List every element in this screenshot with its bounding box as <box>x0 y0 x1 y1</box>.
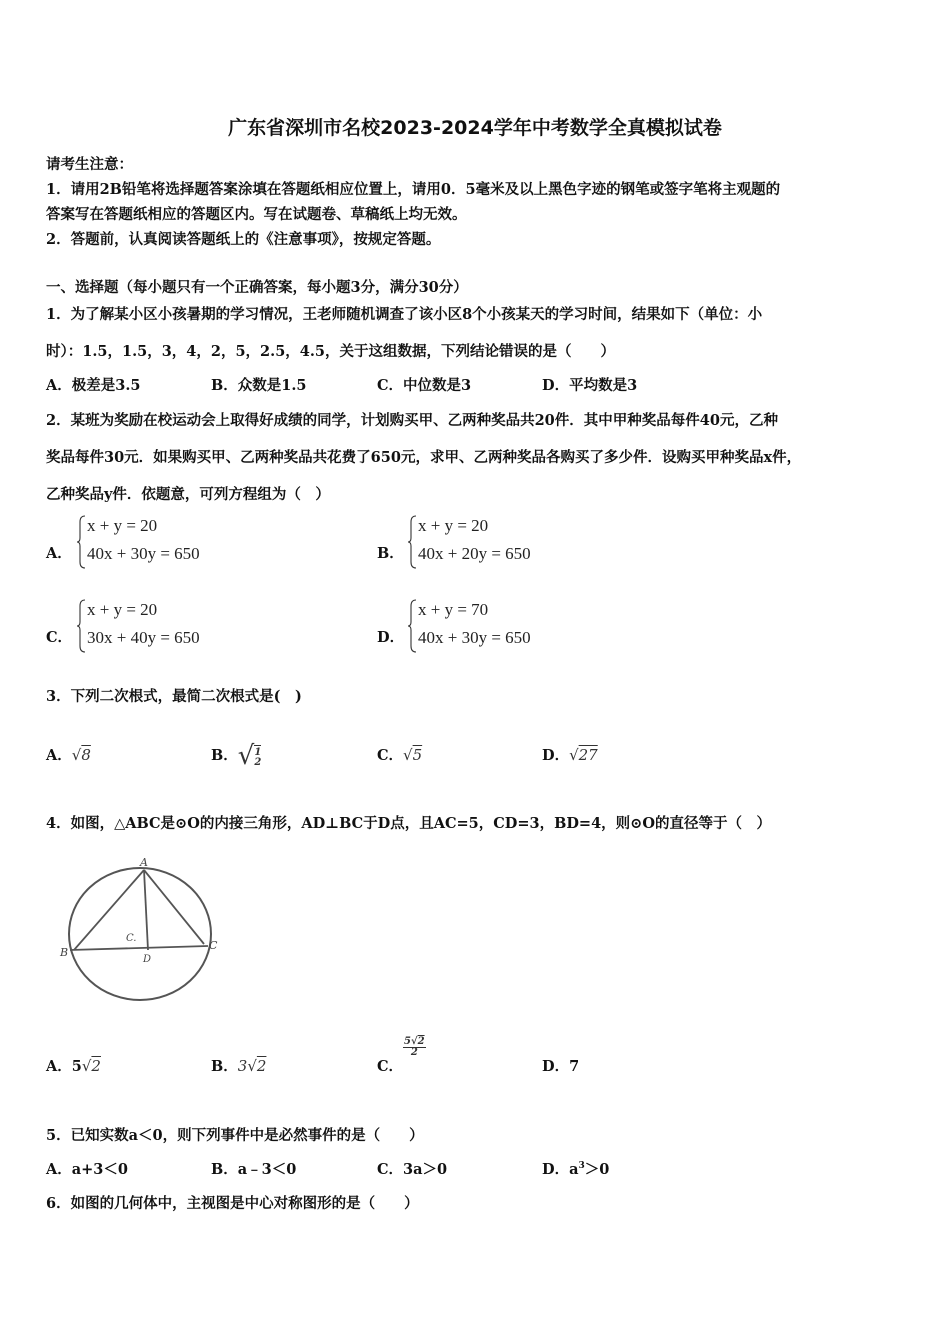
q2-option-a-system <box>76 514 246 570</box>
q4-option-c-denominator: 2 <box>410 1047 418 1058</box>
q3-option-a <box>46 744 91 765</box>
q1-stem-line-1: 1．为了解某小区小孩暑期的学习情况，王老师随机调查了该小区8个小孩某天的学习时间，结果如下（单位：小 <box>46 306 763 323</box>
q2-option-b-system <box>407 514 577 570</box>
figure-label-a: A <box>140 856 148 869</box>
q4-option-c-num-coef: 5 <box>404 1036 412 1047</box>
radical-icon: √ <box>569 746 579 764</box>
q4-option-b-label: B． <box>211 1058 238 1075</box>
q2-option-a-eq-2: 40x + 30y = 650 <box>87 544 200 563</box>
q1-option-c: C．中位数是3 <box>377 377 472 394</box>
q4-option-a-coef: 5 <box>71 1058 82 1075</box>
q3-option-b-numerator: 1 <box>254 746 262 758</box>
q2-option-d-label: D． <box>377 629 405 646</box>
brace-icon <box>407 514 417 570</box>
q3-option-c <box>377 744 422 765</box>
q3-option-c-radicand: 5 <box>412 746 423 764</box>
q5-option-d-exponent: 3 <box>578 1161 585 1172</box>
segment-ac <box>144 870 204 944</box>
q5-option-c: C．3a＞0 <box>377 1161 448 1178</box>
radical-icon: √ <box>237 741 255 771</box>
brace-icon <box>76 598 86 654</box>
segment-ad <box>144 870 148 950</box>
q1-option-b: B．众数是1.5 <box>211 377 307 394</box>
q3-stem: 3．下列二次根式，最简二次根式是( ) <box>46 688 302 705</box>
q3-option-d-label: D． <box>542 747 570 764</box>
q3-option-b-denominator: 2 <box>254 756 262 768</box>
q2-option-d-eq-1: x + y = 70 <box>418 600 489 619</box>
radical-icon: √ <box>71 746 82 764</box>
q5-stem: 5．已知实数a＜0，则下列事件中是必然事件的是（ ） <box>46 1127 424 1144</box>
q4-option-c-fraction <box>403 1037 426 1058</box>
q4-option-b-radicand: 2 <box>256 1057 267 1075</box>
q3-option-b-label: B． <box>211 747 238 764</box>
q4-option-a-radicand: 2 <box>91 1057 101 1075</box>
q2-option-c-system <box>76 598 246 654</box>
q2-option-b-eq-1: x + y = 20 <box>418 516 489 535</box>
q4-option-a <box>46 1055 101 1076</box>
brace-icon <box>407 598 417 654</box>
notice-item-2: 2．答题前，认真阅读答题纸上的《注意事项》，按规定答题。 <box>46 231 441 248</box>
q2-option-c-eq-1: x + y = 20 <box>87 600 158 619</box>
q4-option-c <box>377 1037 426 1076</box>
q2-stem-line-2: 奖品每件30元．如果购买甲、乙两种奖品共花费了650元，求甲、乙两种奖品各购买了多少件．设购买甲种奖品x件， <box>46 449 802 466</box>
segment-bc <box>70 946 208 950</box>
brace-icon <box>76 514 86 570</box>
q1-option-a: A．极差是3.5 <box>46 377 141 394</box>
q4-option-d-value: 7 <box>569 1058 580 1075</box>
q2-option-b-label: B． <box>377 545 404 562</box>
page-title: 广东省深圳市名校2023-2024学年中考数学全真模拟试卷 <box>228 117 722 139</box>
radical-icon: √ <box>403 746 413 764</box>
q4-option-d-label: D． <box>542 1058 570 1075</box>
circle-o <box>69 868 211 1000</box>
q3-option-b-fraction <box>254 745 261 768</box>
q4-option-b <box>211 1055 266 1076</box>
notice-item-1-line-2: 答案写在答题纸相应的答题区内。写在试题卷、草稿纸上均无效。 <box>46 206 467 223</box>
q4-option-c-label: C． <box>377 1058 404 1075</box>
q3-option-a-radicand: 8 <box>81 746 91 764</box>
q5-option-d-suffix: ＞0 <box>584 1161 610 1178</box>
figure-label-c: C <box>209 939 218 952</box>
q3-option-c-label: C． <box>377 747 404 764</box>
radical-icon: √ <box>411 1036 418 1047</box>
q2-option-d-eq-2: 40x + 30y = 650 <box>418 628 531 647</box>
radical-icon: √ <box>247 1057 257 1075</box>
q4-option-d <box>542 1055 579 1076</box>
q5-option-a: A．a+3＜0 <box>46 1161 128 1178</box>
figure-label-o: C. <box>126 933 137 944</box>
radical-icon: √ <box>81 1057 92 1075</box>
figure-label-b: B <box>60 946 69 959</box>
q4-circle-figure <box>56 852 226 1007</box>
q2-option-b-eq-2: 40x + 20y = 650 <box>418 544 531 563</box>
q5-option-b: B．a﹣3＜0 <box>211 1161 297 1178</box>
notice-heading: 请考生注意： <box>46 156 133 173</box>
q1-option-d: D．平均数是3 <box>542 377 638 394</box>
q4-option-c-radicand: 2 <box>417 1036 425 1047</box>
q6-stem: 6．如图的几何体中，主视图是中心对称图形的是（ ） <box>46 1195 419 1212</box>
q2-option-a-label: A． <box>46 545 72 562</box>
q4-stem: 4．如图，△ABC是⊙O的内接三角形，AD⊥BC于D点，且AC=5，CD=3，BD=4，则⊙O的直径等于（ ） <box>46 815 771 832</box>
q2-stem-line-3: 乙种奖品y件．依题意，可列方程组为（ ） <box>46 486 330 503</box>
q4-option-a-label: A． <box>46 1058 72 1075</box>
figure-label-d: D <box>143 954 152 965</box>
q5-option-d-prefix: D．a <box>542 1161 579 1178</box>
q3-option-d-radicand: 27 <box>578 746 598 764</box>
q1-stem-line-2: 时）：1.5，1.5，3，4，2，5，2.5，4.5，关于这组数据，下列结论错误的是（ ） <box>46 343 616 360</box>
q2-option-d-system <box>407 598 577 654</box>
q2-option-c-eq-2: 30x + 40y = 650 <box>87 628 200 647</box>
q4-option-b-coef: 3 <box>237 1057 248 1075</box>
q5-option-d <box>542 1158 609 1179</box>
section-1-heading: 一、选择题（每小题只有一个正确答案，每小题3分，满分30分） <box>46 279 468 296</box>
q3-option-d <box>542 744 598 765</box>
q2-option-c-label: C． <box>46 629 73 646</box>
q2-stem-line-1: 2．某班为奖励在校运动会上取得好成绩的同学，计划购买甲、乙两种奖品共20件．其中甲种奖品每件40元，乙种 <box>46 412 778 429</box>
q2-option-a-eq-1: x + y = 20 <box>87 516 158 535</box>
q3-option-a-label: A． <box>46 747 72 764</box>
q3-option-b <box>211 720 261 771</box>
notice-item-1-line-1: 1．请用2B铅笔将选择题答案涂填在答题纸相应位置上，请用0．5毫米及以上黑色字迹的钢笔或签字笔将主观题的 <box>46 181 781 198</box>
